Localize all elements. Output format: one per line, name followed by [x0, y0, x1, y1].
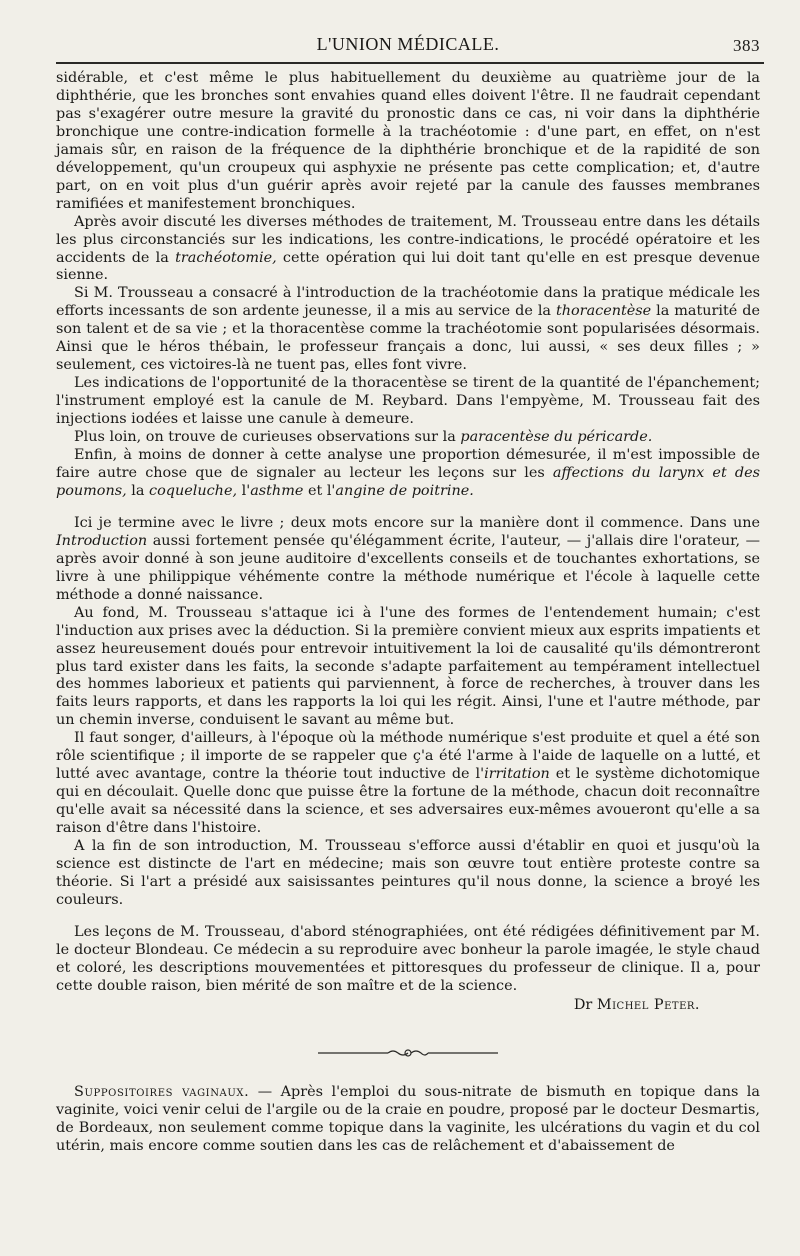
paragraph-numeric-method	[56, 730, 760, 838]
italic-term: asthme	[250, 482, 304, 499]
italic-term: trachéotomie,	[175, 249, 277, 266]
paragraph-induction-deduction: Au fond, M. Trousseau s'attaque ici à l'une des formes de l'entendement humain; c'est l'induction aux prises avec la déduction. Si la première convient mieux aux esprits impatients et assez heureusement doués pour entrevoir intuitivement la loi de causalité qu'ils démontreront plus tard exister dans les faits, la seconde s'adapte parfaitement au tempérament intellectuel des hommes laborieux et patients qui parviennent, à force de recherches, à trouver dans les faits leurs rapports, et dans les rapports la loi qui les régit. Ainsi, l'une et l'autre méthode, par un chemin inverse, conduisent le savant au même but.	[56, 604, 760, 729]
signature-prefix: Dr	[573, 996, 593, 1013]
italic-term: affections du larynx et des poumons,	[56, 464, 760, 499]
paragraph-science-art: A la fin de son introduction, M. Trousseau s'efforce aussi d'établir en quoi et jusqu'où la science est distincte de l'art en médecine; mais son œuvre tout entière proteste contre sa théorie. Si l'art a présidé aux saisissantes peintures qu'il nous donne, la science a broyé les couleurs.	[56, 838, 760, 908]
journal-title: L'UNION MÉDICALE.	[316, 34, 500, 54]
italic-term: irritation	[484, 766, 550, 783]
text-run: et l'	[303, 482, 336, 499]
paragraph-tracheotomy	[56, 214, 760, 286]
section-gap	[56, 910, 760, 924]
author-signature	[56, 996, 760, 1014]
section-gap	[56, 501, 760, 515]
paragraph-suppositories	[56, 1084, 760, 1156]
article-heading: Suppositoires vaginaux.	[74, 1083, 250, 1100]
text-run: aussi fortement pensée qu'élégamment écrite, l'auteur, — j'allais dire l'orateur, — après avoir donné à son jeune auditoire d'excellents conseils et de touchantes exhortations, se livre à une philippique véhémente contre la méthode numérique et l'école à laquelle cette méthode a donné naissance.	[56, 532, 760, 603]
text-run: Il faut songer, d'ailleurs, à l'époque où la méthode numérique s'est produite et quel a été son rôle scientifique ; il importe de se rappeler que ç'a été l'arme à l'aide de laquelle on a lutté, et lutté avec avantage, contre la théorie tout inductive de l'	[56, 730, 760, 783]
paragraph-diphtheria-bronchial: sidérable, et c'est même le plus habituellement du deuxième au quatrième jour de la diphthérie, que les bronches sont envahies quand elles doivent l'être. Il ne faudrait cependant pas s'exagérer outre mesure la gravité du pronostic dans ce cas, ni voir dans la diphthérie bronchique une contre-indication formelle à la trachéotomie : d'une part, en effet, on n'est jamais sûr, en raison de la fréquence de la diphthérie bronchique et de la rapidité de son développement, qu'un croupeux qui asphyxie ne présente pas cette complication; et, d'autre part, on en voit plus d'un guérir après avoir rejeté par la canule des fausses membranes ramifiées et manifestement bronchiques.	[56, 70, 760, 212]
italic-term: coqueluche,	[149, 482, 238, 499]
text-run: la	[126, 482, 150, 499]
paragraph-thoracentesis	[56, 285, 760, 375]
paragraph-introduction	[56, 515, 760, 605]
text-run: — Après l'emploi du sous-nitrate de bismuth en topique dans la vaginite, voici venir celui de l'argile ou de la craie en poudre, proposé par le docteur Desmartis, de Bordeaux, non seulement comme topique dans la vaginite, les ulcérations du vagin et du col utérin, mais encore comme soutien dans les cas de relâchement et d'abaissement de	[56, 1083, 760, 1154]
italic-term: Introduction	[56, 532, 148, 549]
page-number: 383	[733, 36, 760, 55]
text-run: Si M. Trousseau a consacré à l'introduction de la trachéotomie dans la pratique médicale les efforts incessants de son ardente jeunesse, il a mis au service de la	[56, 285, 760, 320]
text-run: Après avoir discuté les diverses méthodes de traitement, M. Trousseau entre dans les détails les plus circonstanciés sur les indications, les contre-indications, le procédé opératoire et les accidents de la	[56, 213, 760, 266]
text-run: cette opération qui lui doit tant qu'elle en est presque devenue sienne.	[56, 249, 760, 284]
ornamental-divider	[318, 1048, 498, 1058]
text-run: la maturité de son talent et de sa vie ; et la thoracentèse comme la trachéotomie sont popularisées désormais. Ainsi que le héros thébain, le professeur français a donc, lui aussi, « ses deux filles ; » seulement, ces victoires-là ne tuent pas, elles font vivre.	[56, 303, 760, 374]
paragraph-blondeau: Les leçons de M. Trousseau, d'abord sténographiées, ont été rédigées définitivement par M. le docteur Blondeau. Ce médecin a su reproduire avec bonheur la parole imagée, le style chaud et coloré, les descriptions mouvementées et pittoresques du professeur de clinique. Il a, pour cette double raison, bien mérité de son maître et de la science.	[56, 923, 760, 994]
paragraph-paracentesis	[56, 429, 760, 447]
header-rule	[56, 62, 764, 64]
paragraph-indications: Les indications de l'opportunité de la thoracentèse se tirent de la quantité de l'épanchement; l'instrument employé est la canule de M. Reybard. Dans l'empyème, M. Trousseau fait des injections iodées et laisse une canule à demeure.	[56, 375, 760, 428]
paragraph-other-lessons	[56, 447, 760, 501]
text-run: et le système dichotomique qui en découlait. Quelle donc que puisse être la fortune de la méthode, chacun doit reconnaître qu'elle avait sa nécessité dans la science, et ses adversaires eux-mêmes avoueront qu'elle a sa raison d'être dans l'histoire.	[56, 766, 760, 837]
signature-name: Michel Peter.	[596, 996, 700, 1013]
italic-term: thoracentèse	[555, 303, 652, 320]
italic-term: paracentèse du péricarde.	[460, 429, 653, 446]
running-head	[56, 30, 760, 62]
text-run: Plus loin, on trouve de curieuses observations sur la	[74, 429, 461, 446]
text-run: l'	[237, 482, 251, 499]
text-run: Enfin, à moins de donner à cette analyse une proportion démesurée, il m'est impossible de faire autre chose que de signaler au lecteur les leçons sur les	[56, 447, 760, 481]
text-run: Ici je termine avec le livre ; deux mots encore sur la manière dont il commence. Dans une	[74, 514, 760, 531]
italic-term: angine de poitrine.	[335, 482, 474, 499]
